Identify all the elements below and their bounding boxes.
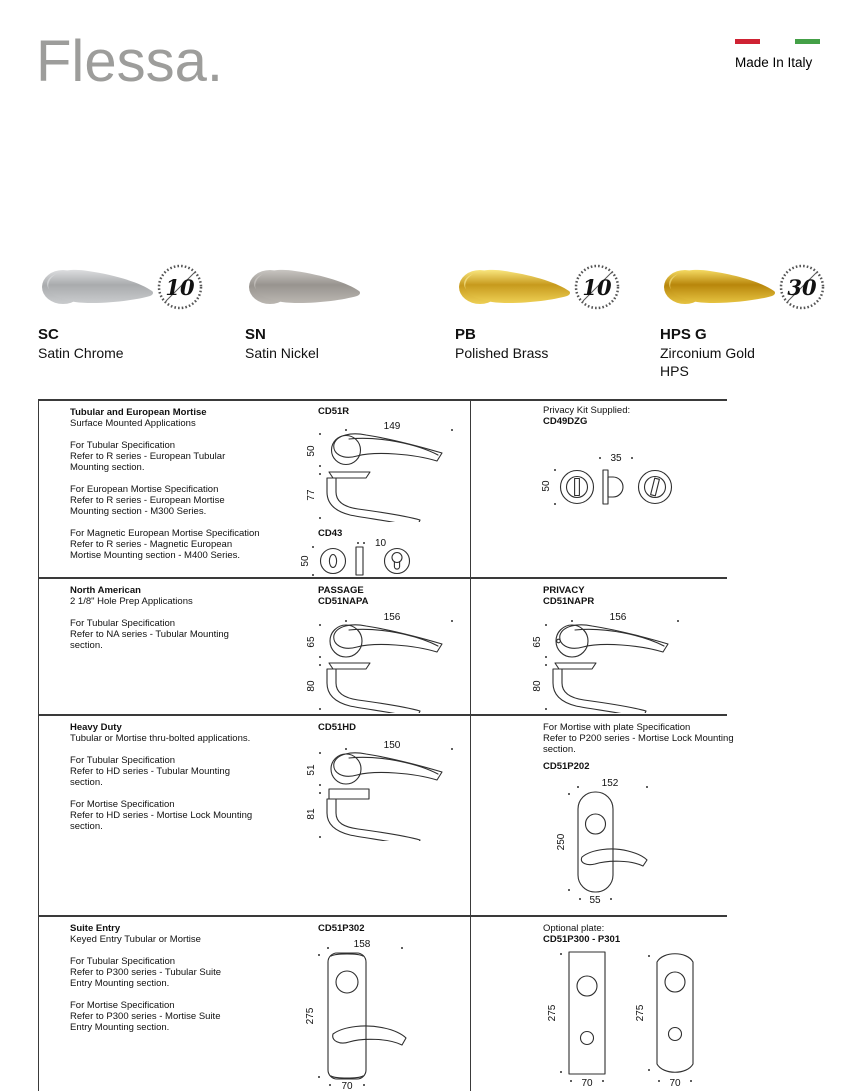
product-code-napr: CD51NAPR bbox=[543, 596, 595, 607]
section-suite-entry-text bbox=[70, 923, 320, 1033]
svg-text:65: 65 bbox=[532, 636, 543, 648]
section-title: Suite Entry bbox=[70, 923, 121, 934]
made-in-italy-mark bbox=[735, 31, 835, 70]
cd51hd-diagram bbox=[302, 737, 462, 841]
svg-text:80: 80 bbox=[532, 680, 543, 692]
rule-row1-top bbox=[38, 399, 727, 401]
svg-text:10: 10 bbox=[582, 275, 612, 300]
section-paragraphs: For Mortise with plate Specification Refer to P200 series - Mortise Lock Mounting section. bbox=[543, 722, 734, 755]
finish-code: SN bbox=[245, 326, 266, 343]
finish-hpsg bbox=[660, 258, 858, 379]
finish-code: PB bbox=[455, 326, 476, 343]
handle-photo-polished-brass-icon bbox=[455, 260, 573, 314]
svg-text:275: 275 bbox=[635, 1004, 646, 1022]
handle-photo-zirconium-gold-icon bbox=[660, 260, 778, 314]
section-p200-note bbox=[543, 722, 793, 755]
svg-text:50: 50 bbox=[541, 480, 552, 492]
finish-name: Zirconium Gold bbox=[660, 345, 755, 361]
svg-text:55: 55 bbox=[589, 895, 601, 905]
finish-name: Satin Chrome bbox=[38, 345, 124, 361]
privacy-label: PRIVACY bbox=[543, 585, 585, 596]
rule-row4-top bbox=[38, 915, 727, 917]
handle-photo-satin-nickel-icon bbox=[245, 260, 363, 314]
product-code-hd: CD51HD bbox=[318, 722, 357, 733]
svg-text:70: 70 bbox=[341, 1081, 353, 1090]
table-left-border bbox=[38, 399, 39, 1091]
cd51r-diagram bbox=[302, 418, 462, 522]
handle-photo-satin-chrome-icon bbox=[38, 260, 156, 314]
svg-text:70: 70 bbox=[669, 1078, 681, 1089]
product-code-p302: CD51P302 bbox=[318, 923, 365, 934]
section-paragraphs: Keyed Entry Tubular or Mortise For Tubular Specification Refer to P300 series - Tubular Suite Entry Mounting section. For Mortise Specification Refer to P300 series - Mortise Suite Entry Mounting section. bbox=[70, 934, 222, 1033]
italy-flag-red-icon bbox=[735, 39, 760, 44]
finish-name: Polished Brass bbox=[455, 345, 549, 361]
passage-label: PASSAGE bbox=[318, 585, 364, 596]
section-title: North American bbox=[70, 585, 141, 596]
svg-text:50: 50 bbox=[300, 555, 311, 567]
cd49-privacy-kit-diagram bbox=[540, 446, 690, 510]
svg-text:158: 158 bbox=[353, 939, 371, 950]
italy-flag-white-gap bbox=[760, 39, 795, 44]
svg-text:35: 35 bbox=[610, 453, 622, 464]
svg-text:156: 156 bbox=[609, 612, 627, 623]
svg-text:250: 250 bbox=[556, 833, 567, 851]
svg-text:152: 152 bbox=[601, 778, 619, 789]
privacy-kit-label: Privacy Kit Supplied: bbox=[543, 405, 631, 416]
guarantee-badge-10-icon bbox=[156, 263, 204, 311]
product-code-p202: CD51P202 bbox=[543, 761, 590, 772]
italy-flag-icon bbox=[735, 31, 835, 49]
cd43-escutcheons-diagram bbox=[300, 538, 440, 580]
svg-text:275: 275 bbox=[305, 1007, 316, 1025]
finish-name-line2: HPS bbox=[660, 363, 689, 379]
guarantee-badge-10-icon bbox=[573, 263, 621, 311]
guarantee-badge-30-icon bbox=[778, 263, 826, 311]
svg-text:150: 150 bbox=[383, 740, 401, 751]
svg-text:156: 156 bbox=[383, 612, 401, 623]
italy-flag-green-icon bbox=[795, 39, 820, 44]
section-title: Heavy Duty bbox=[70, 722, 122, 733]
finish-sn bbox=[245, 258, 455, 361]
svg-text:70: 70 bbox=[581, 1078, 593, 1089]
section-title: Tubular and European Mortise bbox=[70, 407, 207, 418]
made-in-italy-label: Made In Italy bbox=[735, 55, 813, 70]
svg-text:275: 275 bbox=[547, 1004, 558, 1022]
section-paragraphs: Surface Mounted Applications For Tubular Specification Refer to R series - European Tubular Mounting section. For European Mortise Specification Refer to R series - European Mortise Mounting section - M300 Series. For Magnetic European Mortise Specification Refer to R series - Magnetic European Mortise Mounting section - M400 Series. bbox=[70, 418, 260, 561]
finish-code: HPS G bbox=[660, 326, 707, 343]
svg-text:51: 51 bbox=[306, 764, 317, 776]
section-heavy-duty-text bbox=[70, 722, 320, 832]
cd51p202-plate-diagram bbox=[548, 777, 658, 905]
svg-text:10: 10 bbox=[375, 538, 387, 549]
svg-text:149: 149 bbox=[383, 421, 401, 432]
svg-text:81: 81 bbox=[306, 808, 317, 820]
finish-code: SC bbox=[38, 326, 59, 343]
svg-text:77: 77 bbox=[306, 489, 317, 501]
section-paragraphs: Tubular or Mortise thru-bolted applications. For Tubular Specification Refer to HD series - Tubular Mounting section. For Mortise Specification Refer to HD series - Mortise Lock Mounting section. bbox=[70, 733, 253, 832]
section-north-american-text bbox=[70, 585, 320, 651]
product-code-cd43: CD43 bbox=[318, 528, 343, 539]
product-code-cd51r: CD51R bbox=[318, 406, 350, 417]
section-paragraphs: 2 1/8" Hole Prep Applications For Tubular Specification Refer to NA series - Tubular Mounting section. bbox=[70, 596, 229, 651]
finish-name: Satin Nickel bbox=[245, 345, 319, 361]
svg-text:80: 80 bbox=[306, 680, 317, 692]
svg-text:65: 65 bbox=[306, 636, 317, 648]
svg-text:50: 50 bbox=[306, 445, 317, 457]
product-code-napa: CD51NAPA bbox=[318, 596, 369, 607]
cd51napr-diagram bbox=[528, 609, 688, 713]
cd51p300-p301-plates-diagram bbox=[545, 942, 725, 1090]
finish-pb bbox=[455, 258, 665, 361]
product-code-cd49: CD49DZG bbox=[543, 416, 588, 427]
table-column-divider bbox=[470, 399, 471, 1091]
rule-row3-top bbox=[38, 714, 727, 716]
cd51p302-plate-diagram bbox=[298, 938, 418, 1090]
cd51napa-diagram bbox=[302, 609, 462, 713]
section-tubular-european-text bbox=[70, 407, 320, 561]
optional-plate-label: Optional plate: bbox=[543, 923, 605, 934]
svg-text:10: 10 bbox=[165, 275, 195, 300]
page-title: Flessa. bbox=[36, 29, 223, 94]
finish-sc bbox=[38, 258, 248, 361]
svg-text:30: 30 bbox=[787, 275, 817, 300]
product-code-p300-p301: CD51P300 - P301 bbox=[543, 934, 621, 945]
